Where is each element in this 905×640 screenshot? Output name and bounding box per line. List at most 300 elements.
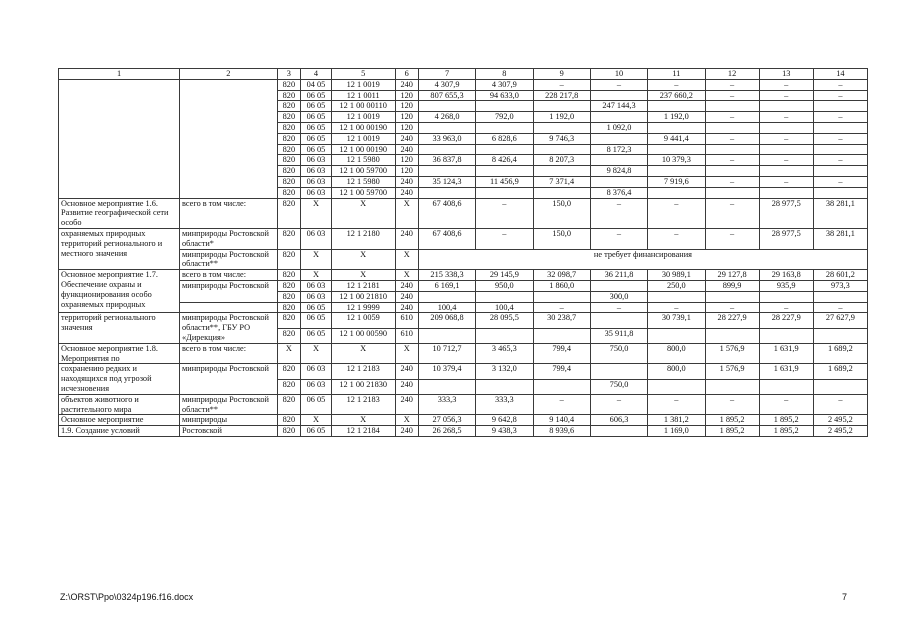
col-header: 7 <box>418 69 475 80</box>
table-cell: 247 144,3 <box>590 101 647 112</box>
col-header: 10 <box>590 69 647 80</box>
table-cell <box>813 122 867 133</box>
table-cell: 06 03 <box>301 364 332 379</box>
executor-cell: минприроды Ростовской <box>180 364 278 394</box>
table-cell: 100,4 <box>476 302 533 313</box>
table-cell: 06 05 <box>301 90 332 101</box>
table-cell: – <box>759 79 813 90</box>
table-cell <box>590 112 647 123</box>
table-cell: – <box>813 90 867 101</box>
table-cell: Х <box>395 249 418 270</box>
footer-file-path: Z:\ORST\Ppo\0324p196.f16.docx <box>60 592 194 602</box>
event-name-cell: Основное мероприятие <box>59 415 180 426</box>
table-cell <box>705 291 759 302</box>
table-cell: 820 <box>277 228 300 249</box>
table-cell <box>590 280 647 291</box>
table-cell: 820 <box>277 176 300 187</box>
table-cell: 12 1 0059 <box>331 313 395 328</box>
table-cell <box>813 101 867 112</box>
table-cell: Х <box>331 198 395 228</box>
table-cell: 06 05 <box>301 112 332 123</box>
no-funding-note: не требует финансирования <box>418 249 867 270</box>
table-cell <box>476 144 533 155</box>
table-cell: 1 860,0 <box>533 280 590 291</box>
table-cell: 06 03 <box>301 176 332 187</box>
table-cell: 240 <box>395 280 418 291</box>
table-cell: 94 633,0 <box>476 90 533 101</box>
table-cell: 606,3 <box>590 415 647 426</box>
table-cell <box>813 328 867 343</box>
table-cell: 237 660,2 <box>648 90 705 101</box>
table-cell: 1 895,2 <box>705 415 759 426</box>
table-cell: 120 <box>395 101 418 112</box>
table-cell <box>705 166 759 177</box>
table-cell: 820 <box>277 79 300 90</box>
table-cell: 6 169,1 <box>418 280 475 291</box>
table-cell: – <box>648 79 705 90</box>
table-cell: – <box>759 90 813 101</box>
table-cell: – <box>590 79 647 90</box>
table-cell: 820 <box>277 122 300 133</box>
table-cell: – <box>813 176 867 187</box>
table-cell <box>533 328 590 343</box>
table-cell: 240 <box>395 291 418 302</box>
table-cell: 28 227,9 <box>759 313 813 328</box>
table-cell: 750,0 <box>590 379 647 394</box>
table-cell: 610 <box>395 328 418 343</box>
table-cell <box>813 379 867 394</box>
table-cell: 28 601,2 <box>813 270 867 281</box>
table-cell: 1 192,0 <box>533 112 590 123</box>
table-cell: 06 05 <box>301 328 332 343</box>
table-cell <box>759 122 813 133</box>
table-cell: 1 192,0 <box>648 112 705 123</box>
table-cell <box>533 101 590 112</box>
table-cell: 28 977,5 <box>759 228 813 249</box>
table-cell: 06 03 <box>301 155 332 166</box>
table-cell: 8 939,6 <box>533 426 590 437</box>
table-cell: 28 977,5 <box>759 198 813 228</box>
table-cell: 27 056,3 <box>418 415 475 426</box>
table-cell <box>418 379 475 394</box>
table-cell: Х <box>331 249 395 270</box>
table-body <box>59 79 868 436</box>
table-cell: 06 05 <box>301 313 332 328</box>
table-cell: – <box>705 90 759 101</box>
table-cell <box>759 328 813 343</box>
table-cell: 807 655,3 <box>418 90 475 101</box>
table-cell: – <box>533 302 590 313</box>
table-cell: 10 379,4 <box>418 364 475 379</box>
table-row <box>59 302 868 313</box>
table-cell: 820 <box>277 426 300 437</box>
table-cell: 06 03 <box>301 166 332 177</box>
executor-cell: минприроды Ростовской области** <box>180 249 278 270</box>
event-name-cell: сохранению редких и находящихся под угрозой исчезновения <box>59 364 180 394</box>
table-cell: 820 <box>277 155 300 166</box>
table-cell: 800,0 <box>648 343 705 364</box>
table-cell: 8 376,4 <box>590 187 647 198</box>
event-name-cell: территорий регионального значения <box>59 313 180 343</box>
table-cell: – <box>590 302 647 313</box>
event-name-cell: охраняемых природных территорий регионального и местного значения <box>59 228 180 269</box>
col-header: 5 <box>331 69 395 80</box>
event-name-cell: 1.9. Создание условий <box>59 426 180 437</box>
table-cell <box>648 291 705 302</box>
table-row <box>59 343 868 364</box>
table-cell: 38 281,1 <box>813 198 867 228</box>
table-cell: 240 <box>395 176 418 187</box>
table-cell: – <box>590 228 647 249</box>
table-cell: Х <box>301 249 332 270</box>
table-cell: 820 <box>277 249 300 270</box>
table-cell: – <box>759 176 813 187</box>
col-header: 3 <box>277 69 300 80</box>
table-cell: 12 1 0019 <box>331 133 395 144</box>
table-cell: 9 642,8 <box>476 415 533 426</box>
table-cell <box>648 166 705 177</box>
table-cell <box>648 328 705 343</box>
table-cell <box>705 144 759 155</box>
col-header: 2 <box>180 69 278 80</box>
table-cell: 38 281,1 <box>813 228 867 249</box>
table-cell: 228 217,8 <box>533 90 590 101</box>
table-cell <box>533 166 590 177</box>
table-cell: 150,0 <box>533 228 590 249</box>
table-cell: 820 <box>277 90 300 101</box>
table-row <box>59 415 868 426</box>
col-header: 6 <box>395 69 418 80</box>
table-cell <box>476 122 533 133</box>
table-cell: 30 238,7 <box>533 313 590 328</box>
table-cell: 120 <box>395 112 418 123</box>
col-header: 11 <box>648 69 705 80</box>
table-cell: Х <box>395 270 418 281</box>
table-cell: 209 068,8 <box>418 313 475 328</box>
table-cell: 12 1 00 21830 <box>331 379 395 394</box>
table-cell <box>418 144 475 155</box>
table-cell <box>648 101 705 112</box>
table-cell: 3 132,0 <box>476 364 533 379</box>
executor-cell: всего в том числе: <box>180 198 278 228</box>
table-cell: 29 127,8 <box>705 270 759 281</box>
table-cell: Х <box>301 343 332 364</box>
table-cell: 11 456,9 <box>476 176 533 187</box>
table-cell: 06 03 <box>301 228 332 249</box>
table-cell: 240 <box>395 228 418 249</box>
table-cell <box>648 187 705 198</box>
table-cell <box>759 166 813 177</box>
table-cell: 36 211,8 <box>590 270 647 281</box>
table-cell: 820 <box>277 291 300 302</box>
table-cell: 820 <box>277 302 300 313</box>
table-cell: 12 1 5980 <box>331 176 395 187</box>
table-cell: 333,3 <box>418 394 475 415</box>
table-cell: 750,0 <box>590 343 647 364</box>
table-cell: – <box>759 302 813 313</box>
table-row <box>59 79 868 90</box>
table-cell: 792,0 <box>476 112 533 123</box>
executor-cell <box>180 79 278 198</box>
table-cell: 300,0 <box>590 291 647 302</box>
col-header: 12 <box>705 69 759 80</box>
table-cell: 6 828,6 <box>476 133 533 144</box>
table-cell <box>759 291 813 302</box>
table-cell <box>759 101 813 112</box>
table-cell: 29 163,8 <box>759 270 813 281</box>
table-cell <box>813 144 867 155</box>
table-cell <box>476 187 533 198</box>
table-cell: 28 095,5 <box>476 313 533 328</box>
table-cell: 9 441,4 <box>648 133 705 144</box>
table-cell: – <box>705 112 759 123</box>
table-cell: – <box>813 394 867 415</box>
table-cell: 12 1 00 59700 <box>331 187 395 198</box>
table-cell: 4 268,0 <box>418 112 475 123</box>
table-cell: 240 <box>395 364 418 379</box>
col-header: 13 <box>759 69 813 80</box>
col-header: 8 <box>476 69 533 80</box>
table-cell: 06 05 <box>301 133 332 144</box>
table-cell: – <box>813 133 867 144</box>
executor-cell: минприроды <box>180 415 278 426</box>
table-cell: 06 03 <box>301 280 332 291</box>
table-cell: 240 <box>395 187 418 198</box>
table-cell: 333,3 <box>476 394 533 415</box>
table-cell: 10 379,3 <box>648 155 705 166</box>
table-cell: – <box>705 155 759 166</box>
table-cell: 06 03 <box>301 291 332 302</box>
table-cell: 06 05 <box>301 144 332 155</box>
table-cell: 820 <box>277 144 300 155</box>
table-cell: – <box>813 302 867 313</box>
table-cell: 973,3 <box>813 280 867 291</box>
table-row <box>59 249 868 270</box>
table-cell: 820 <box>277 133 300 144</box>
table-row <box>59 228 868 249</box>
table-cell: 04 05 <box>301 79 332 90</box>
table-cell <box>813 166 867 177</box>
table-cell: – <box>590 198 647 228</box>
table-cell: 35 124,3 <box>418 176 475 187</box>
table-cell: Х <box>331 415 395 426</box>
col-header: 4 <box>301 69 332 80</box>
table-cell: 10 712,7 <box>418 343 475 364</box>
table-row <box>59 364 868 379</box>
table-cell: – <box>813 155 867 166</box>
table-cell <box>759 144 813 155</box>
table-cell: 1 631,9 <box>759 364 813 379</box>
table-cell: 820 <box>277 270 300 281</box>
table-cell: 12 1 0011 <box>331 90 395 101</box>
table-cell: 1 576,9 <box>705 364 759 379</box>
table-cell: – <box>759 112 813 123</box>
table-cell <box>418 101 475 112</box>
table-cell: Х <box>301 415 332 426</box>
table-cell <box>476 101 533 112</box>
table-cell: 06 05 <box>301 101 332 112</box>
table-cell: 120 <box>395 155 418 166</box>
table-cell: 12 1 00 00110 <box>331 101 395 112</box>
table-cell: 935,9 <box>759 280 813 291</box>
table-cell: 26 268,5 <box>418 426 475 437</box>
table-cell: – <box>533 79 590 90</box>
table-cell: 1 895,2 <box>759 426 813 437</box>
table-cell: 820 <box>277 280 300 291</box>
table-cell <box>813 291 867 302</box>
table-cell: 06 05 <box>301 302 332 313</box>
table-cell: Х <box>395 343 418 364</box>
table-cell: – <box>705 133 759 144</box>
executor-cell: минприроды Ростовской области** <box>180 394 278 415</box>
table-cell: – <box>759 394 813 415</box>
table-cell: 610 <box>395 313 418 328</box>
table-cell: 7 919,6 <box>648 176 705 187</box>
table-cell: – <box>813 112 867 123</box>
table-cell: – <box>759 133 813 144</box>
table-cell <box>705 187 759 198</box>
table-cell: 12 1 9999 <box>331 302 395 313</box>
table-cell: 9 824,8 <box>590 166 647 177</box>
table-cell: 67 408,6 <box>418 228 475 249</box>
table-cell: 3 465,3 <box>476 343 533 364</box>
table-cell: 215 338,3 <box>418 270 475 281</box>
table-cell: 820 <box>277 415 300 426</box>
header-row <box>59 69 868 80</box>
table-cell <box>648 379 705 394</box>
table-cell: 4 307,9 <box>476 79 533 90</box>
table-cell: Х <box>301 198 332 228</box>
table-cell: 1 381,2 <box>648 415 705 426</box>
table-cell: 9 746,3 <box>533 133 590 144</box>
table-cell: – <box>590 394 647 415</box>
table-row <box>59 313 868 328</box>
table-cell: 240 <box>395 133 418 144</box>
table-cell <box>705 101 759 112</box>
table-cell: 1 092,0 <box>590 122 647 133</box>
table-cell: – <box>813 79 867 90</box>
table-cell: 12 1 00 59700 <box>331 166 395 177</box>
table-cell: 28 227,9 <box>705 313 759 328</box>
table-cell: 820 <box>277 379 300 394</box>
table-cell <box>418 291 475 302</box>
table-cell: 100,4 <box>418 302 475 313</box>
table-cell <box>476 166 533 177</box>
executor-cell: Ростовской <box>180 426 278 437</box>
table-cell: 33 963,0 <box>418 133 475 144</box>
table-cell: 7 371,4 <box>533 176 590 187</box>
table-cell: – <box>648 394 705 415</box>
table-cell: 820 <box>277 198 300 228</box>
table-cell <box>590 426 647 437</box>
table-cell <box>648 122 705 133</box>
table-cell: 06 03 <box>301 187 332 198</box>
table-cell: 820 <box>277 187 300 198</box>
table-cell: 32 098,7 <box>533 270 590 281</box>
table-cell: 240 <box>395 144 418 155</box>
table-cell: 799,4 <box>533 343 590 364</box>
table-cell: 9 140,4 <box>533 415 590 426</box>
table-cell: – <box>705 394 759 415</box>
table-cell: 240 <box>395 379 418 394</box>
table-cell: 12 1 2181 <box>331 280 395 291</box>
table-cell <box>759 187 813 198</box>
table-cell <box>590 90 647 101</box>
table-cell: 150,0 <box>533 198 590 228</box>
table-cell <box>590 155 647 166</box>
table-cell: 120 <box>395 122 418 133</box>
table-cell <box>590 364 647 379</box>
table-cell: 35 911,8 <box>590 328 647 343</box>
table-cell: Х <box>395 198 418 228</box>
table-cell: 67 408,6 <box>418 198 475 228</box>
table-cell: 120 <box>395 166 418 177</box>
table-cell: 240 <box>395 302 418 313</box>
table-cell: 899,9 <box>705 280 759 291</box>
table-cell: 12 1 00 00190 <box>331 144 395 155</box>
table-cell: – <box>705 79 759 90</box>
table-cell: 820 <box>277 364 300 379</box>
table-cell: 950,0 <box>476 280 533 291</box>
table-cell <box>590 133 647 144</box>
event-name-cell: Основное мероприятие 1.6. Развитие географической сети особо <box>59 198 180 228</box>
table-cell: 1 631,9 <box>759 343 813 364</box>
table-cell: 820 <box>277 313 300 328</box>
table-cell: 1 169,0 <box>648 426 705 437</box>
table-cell: Х <box>331 343 395 364</box>
table-cell: 06 05 <box>301 426 332 437</box>
table-cell <box>705 122 759 133</box>
table-cell: Х <box>331 270 395 281</box>
table-cell <box>533 379 590 394</box>
event-name-cell: Основное мероприятие 1.8. Мероприятия по <box>59 343 180 364</box>
table-cell: 1 895,2 <box>705 426 759 437</box>
table-cell: – <box>759 155 813 166</box>
table-cell: Х <box>277 343 300 364</box>
table-cell: 8 207,3 <box>533 155 590 166</box>
executor-cell <box>180 302 278 313</box>
table-cell: – <box>705 176 759 187</box>
table-row <box>59 394 868 415</box>
table-cell: – <box>705 198 759 228</box>
table-cell: 12 1 2183 <box>331 364 395 379</box>
table-cell <box>590 313 647 328</box>
table-cell <box>476 291 533 302</box>
col-header: 14 <box>813 69 867 80</box>
table-cell: 12 1 00 00190 <box>331 122 395 133</box>
table-cell: 12 1 5980 <box>331 155 395 166</box>
page-number: 7 <box>842 592 848 602</box>
table-cell: 240 <box>395 79 418 90</box>
table-cell: 12 1 00 00590 <box>331 328 395 343</box>
table-cell: 30 739,1 <box>648 313 705 328</box>
table-row <box>59 280 868 291</box>
table-cell: 250,0 <box>648 280 705 291</box>
executor-cell: минприроды Ростовской области* <box>180 228 278 249</box>
table-cell: 36 837,8 <box>418 155 475 166</box>
table-cell: – <box>648 228 705 249</box>
table-cell: 27 627,9 <box>813 313 867 328</box>
table-cell: 8 172,3 <box>590 144 647 155</box>
table-cell: 2 495,2 <box>813 426 867 437</box>
table-cell: 800,0 <box>648 364 705 379</box>
col-header: 1 <box>59 69 180 80</box>
table-cell <box>648 144 705 155</box>
table-cell: 4 307,9 <box>418 79 475 90</box>
table-row <box>59 198 868 228</box>
table-cell <box>813 187 867 198</box>
table-cell: 1 689,2 <box>813 343 867 364</box>
